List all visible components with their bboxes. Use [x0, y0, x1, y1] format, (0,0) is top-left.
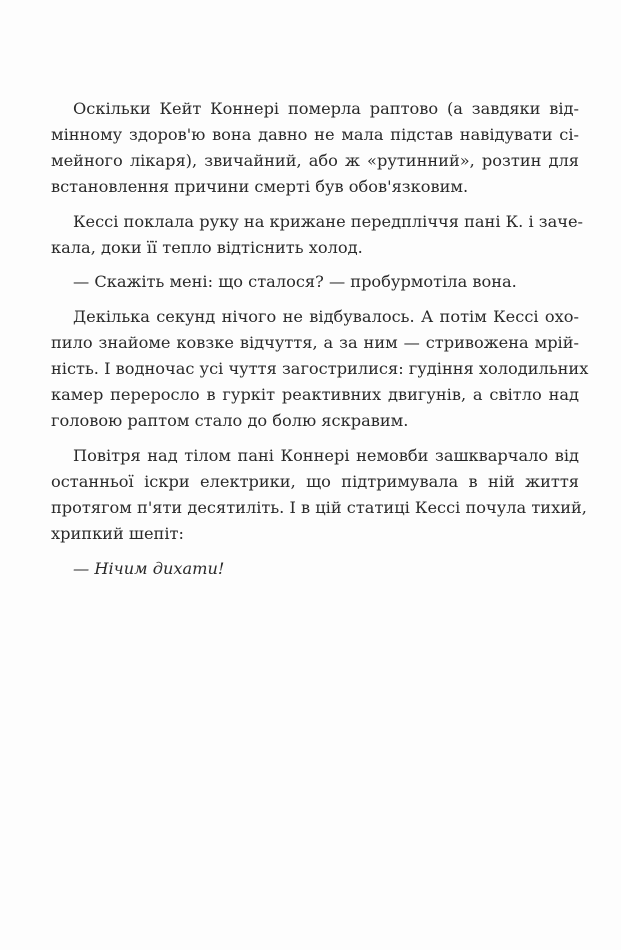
text-line: хрипкий шепіт:	[51, 523, 184, 543]
text-line: головою раптом стало до болю яскравим.	[51, 410, 409, 430]
text-line: Повітря над тілом пані Коннері немовби зашкварчало від	[73, 445, 579, 465]
text-line: мінному здоров'ю вона давно не мала підстав навідувати сі-	[51, 124, 579, 144]
page-text	[51, 96, 589, 581]
text-line: протягом п'яти десятиліть. І в цій статиці Кессі почула тихий,	[51, 497, 587, 517]
paragraph-1	[51, 96, 579, 200]
paragraph-6	[73, 556, 579, 582]
paragraph-2	[51, 209, 584, 261]
text-line: кала, доки її тепло відтіснить холод.	[51, 237, 363, 257]
text-line: Оскільки Кейт Коннері померла раптово (а завдяки від-	[73, 99, 579, 118]
text-line: камер переросло в гуркіт реактивних двигунів, а світло над	[51, 385, 579, 405]
text-line: Декілька секунд нічого не відбувалось. А потім Кессі охо-	[73, 307, 579, 327]
text-line: встановлення причини смерті був обов'язковим.	[51, 176, 469, 196]
text-line: Кессі поклала руку на крижане передпліччя пані К. і заче-	[73, 211, 584, 231]
text-line: — Нічим дихати!	[73, 558, 225, 578]
text-line: останньої іскри електрики, що підтримувала в ній життя	[51, 471, 579, 491]
paragraph-3	[73, 269, 579, 295]
text-line: — Скажіть мені: що сталося? — пробурмотіла вона.	[73, 272, 517, 292]
paragraph-5	[51, 443, 587, 547]
text-line: ність. І водночас усі чуття загострилися: гудіння холодильних	[51, 359, 589, 379]
text-line: пило знайоме ковзке відчуття, а за ним — стривожена мрій-	[51, 333, 579, 353]
paragraph-4	[51, 304, 589, 434]
text-line: мейного лікаря), звичайний, або ж «рутинний», розтин для	[51, 150, 579, 170]
